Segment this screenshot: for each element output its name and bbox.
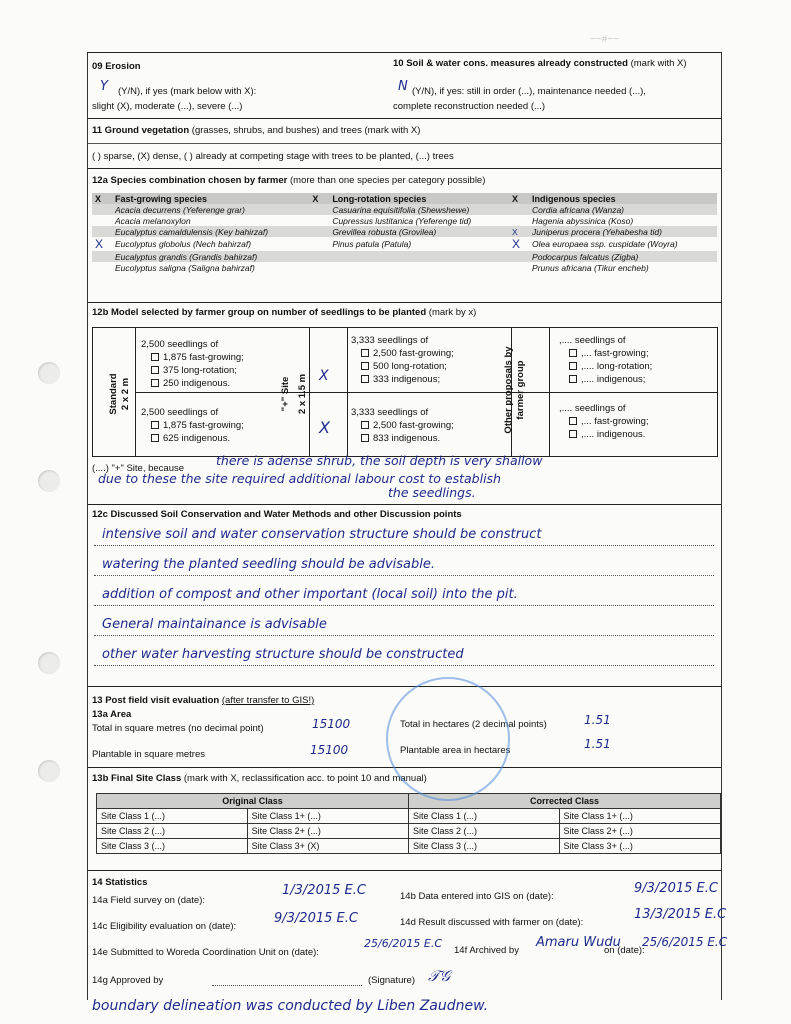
section-erosion xyxy=(88,52,721,119)
stat-g-label: 14g Approved by xyxy=(92,975,164,986)
model-title: 12b Model selected by farmer group on number of seedlings to be planted xyxy=(92,307,427,318)
area-title: 13a Area xyxy=(92,709,132,720)
punch-hole xyxy=(38,652,60,674)
signature-label: (Signature) xyxy=(368,975,415,986)
stat-c-label: 14c Eligibility evaluation on (date): xyxy=(92,921,237,932)
stat-f-value: 25/6/2015 E.C xyxy=(642,935,728,949)
stat-f-label: 14f Archived by xyxy=(454,945,519,956)
plus-size: 2 x 1.5 m xyxy=(297,373,308,415)
post-title: 13 Post field visit evaluation xyxy=(92,695,220,706)
stat-d-label: 14d Result discussed with farmer on (date): xyxy=(400,917,584,928)
sqm-value: 15100 xyxy=(312,717,351,731)
site-class-row: Site Class 2 (...) Site Class 2+ (...) Site Class 2 (...) Site Class 2+ (...) xyxy=(97,824,721,839)
soilwater-note: (mark with X) xyxy=(630,58,687,69)
official-stamp xyxy=(386,677,510,801)
ha-value: 1.51 xyxy=(584,713,611,727)
section-species xyxy=(88,168,721,297)
discussed-line: addition of compost and other important (local soil) into the pit. xyxy=(102,587,518,602)
punch-hole xyxy=(38,470,60,492)
section-discussed xyxy=(88,504,721,683)
stat-f-on: on (date): xyxy=(604,945,645,956)
species-col-long: Long-rotation species xyxy=(329,193,509,204)
other-b: ,.... seedlings of ,... fast-growing; ,.... indigenous. xyxy=(559,403,649,440)
sqm-label: Total in square metres (no decimal point) xyxy=(92,723,264,734)
class-title-rest: (mark with X, reclassification acc. to point 10 and manual) xyxy=(183,773,427,784)
discussed-line: General maintainance is advisable xyxy=(102,617,327,632)
discussed-title: 12c Discussed Soil Conservation and Water Methods and other Discussion points xyxy=(92,509,462,520)
corrected-class-header: Corrected Class xyxy=(408,794,720,809)
section-statistics xyxy=(88,870,728,999)
section-post-evaluation xyxy=(88,686,721,867)
plus-site-mark-a: X xyxy=(319,368,329,384)
signature-mark: 𝒯𝒢 xyxy=(428,967,451,985)
species-col-indigenous: Indigenous species xyxy=(529,193,717,204)
plant-sqm-value: 15100 xyxy=(310,743,349,757)
stat-e-value: 25/6/2015 E.C xyxy=(364,937,443,950)
stat-d-value: 13/3/2015 E.C xyxy=(634,907,727,922)
species-title-rest: (more than one species per category possible) xyxy=(290,175,486,186)
species-row: Acacia decurrens (Yeferenge grar) Casuarina equisitifolia (Shewshewe) Cordia africana (Wanza) xyxy=(92,204,717,215)
plant-ha-value: 1.51 xyxy=(584,737,611,751)
section-vegetation xyxy=(88,118,721,171)
vegetation-options: ( ) sparse, (X) dense, ( ) already at competing stage with trees to be planted, (...) trees xyxy=(92,151,454,162)
other-label: Other proposals by xyxy=(503,346,514,434)
footnote: boundary delineation was conducted by Liben Zaudnew. xyxy=(92,998,489,1014)
stat-e-label: 14e Submitted to Woreda Coordination Unit on (date): xyxy=(92,947,319,958)
species-row: Eucolyptus saligna (Saligna bahirzaf) Prunus africana (Tikur encheb) xyxy=(115,262,649,273)
soilwater-line1: (Y/N), if yes: still in order (...), maintenance needed (...), xyxy=(412,86,646,97)
species-row: Eucalyptus camaldulensis (Key bahirzaf) Grevillea robusta (Grovilea) X Juniperus procera (Yehabesha tid) xyxy=(92,226,717,237)
stat-c-value: 9/3/2015 E.C xyxy=(274,911,358,926)
erosion-title: 09 Erosion xyxy=(92,61,141,72)
standard-label: Standard xyxy=(108,373,119,415)
stats-title: 14 Statistics xyxy=(92,877,148,888)
plus-reason-line2: due to these the site required additional labour cost to establish xyxy=(98,471,501,486)
discussed-line: watering the planted seedling should be advisable. xyxy=(102,557,435,572)
class-title: 13b Final Site Class xyxy=(92,773,182,784)
erosion-answer: Y xyxy=(100,79,108,94)
stat-f-name: Amaru Wudu xyxy=(536,935,621,950)
divider xyxy=(388,57,389,115)
std-a: 2,500 seedlings of 1,875 fast-growing; 375 long-rotation; 250 indigenous. xyxy=(141,339,244,389)
species-table: X Fast-growing species X Long-rotation species X Indigenous species Acacia decurrens (Yeferenge grar) Casuarina equisitifolia (Shewshewe) Cordia africana (Wanza) Acacia melanoxylon Cupressus lustitanica (Yeferenge tid) Hagenia abyssinica (Koso) Eucalyptus camaldulensis (Key bahirzaf) Grevillea robusta (Grovilea) X Juniperus procera (Yehabesha tid) X Eucolyptus globolus (Nech bahirzaf) Pinus patula (Patula) X Olea europaea ssp. cuspidate (Woyra) Eucalyptus grandis (Grandis bahirzaf) Podocarpus falcatus (Zigba) Eucolyptus saligna (Saligna bahirzaf) Prunus africana (Tikur encheb) xyxy=(92,193,717,273)
model-title-rest: (mark by x) xyxy=(428,307,477,318)
soilwater-answer: N xyxy=(398,79,408,94)
species-col-fast: Fast-growing species xyxy=(112,193,309,204)
site-class-table xyxy=(96,793,721,854)
std-b: 2,500 seedlings of 1,875 fast-growing; 625 indigenous. xyxy=(141,407,244,444)
model-box xyxy=(92,327,718,457)
stat-b-value: 9/3/2015 E.C xyxy=(634,881,718,896)
species-row: Acacia melanoxylon Cupressus lustitanica (Yeferenge tid) Hagenia abyssinica (Koso) xyxy=(115,215,634,226)
plus-a: 3,333 seedlings of 2,500 fast-growing; 500 long-rotation; 333 indigenous; xyxy=(351,335,454,385)
plus-reason-line3: the seedlings. xyxy=(388,485,476,500)
original-class-header: Original Class xyxy=(97,794,409,809)
other-label-2: farmer group xyxy=(515,360,526,420)
stat-a-value: 1/3/2015 E.C xyxy=(282,883,366,898)
plant-ha-label: Plantable area in hectares xyxy=(400,745,511,756)
section-model xyxy=(88,302,721,503)
species-title: 12a Species combination chosen by farmer xyxy=(92,175,288,186)
soilwater-title: 10 Soil & water cons. measures already constructed xyxy=(393,58,628,69)
vegetation-title: 11 Ground vegetation xyxy=(92,125,190,136)
plus-label: "+" Site xyxy=(280,376,291,412)
site-class-row: Site Class 3 (...) Site Class 3+ (X) Site Class 3 (...) Site Class 3+ (...) xyxy=(97,839,721,854)
plus-site-mark: X xyxy=(319,418,330,437)
standard-size: 2 x 2 m xyxy=(120,377,131,411)
post-title-note: (after transfer to GIS!) xyxy=(221,695,315,706)
form-body xyxy=(87,52,728,1000)
erosion-yn-line: (Y/N), if yes (mark below with X): xyxy=(118,86,257,97)
species-row: Eucalyptus grandis (Grandis bahirzaf) Podocarpus falcatus (Zigba) xyxy=(92,251,717,262)
vegetation-title-rest: (grasses, shrubs, and bushes) and trees (mark with X) xyxy=(191,125,421,136)
plus-reason-label: (....) "+" Site, because xyxy=(92,463,185,474)
punch-hole xyxy=(38,760,60,782)
species-row: X Eucolyptus globolus (Nech bahirzaf) Pinus patula (Patula) X Olea europaea ssp. cuspidate (Woyra) xyxy=(95,237,678,251)
plus-b: 3,333 seedlings of 2,500 fast-growing; 833 indigenous. xyxy=(351,407,454,444)
other-a: ,.... seedlings of ,... fast-growing; ,.... long-rotation; ,.... indigenous; xyxy=(559,335,653,385)
stat-b-label: 14b Data entered into GIS on (date): xyxy=(400,891,554,902)
erosion-severity: slight (X), moderate (...), severe (...) xyxy=(92,101,243,112)
discussed-line: intensive soil and water conservation structure should be construct xyxy=(102,527,542,542)
page-tag: ~~#~~ xyxy=(590,34,619,45)
discussed-line: other water harvesting structure should be constructed xyxy=(102,647,464,662)
plant-sqm-label: Plantable in square metres xyxy=(92,749,206,760)
punch-hole xyxy=(38,362,60,384)
plus-reason-line1: there is adense shrub, the soil depth is very shallow xyxy=(216,453,543,468)
ha-label: Total in hectares (2 decimal points) xyxy=(400,719,547,730)
stat-a-label: 14a Field survey on (date): xyxy=(92,895,206,906)
soilwater-line2: complete reconstruction needed (...) xyxy=(393,101,546,112)
site-class-row: Site Class 1 (...) Site Class 1+ (...) Site Class 1 (...) Site Class 1+ (...) xyxy=(97,809,721,824)
